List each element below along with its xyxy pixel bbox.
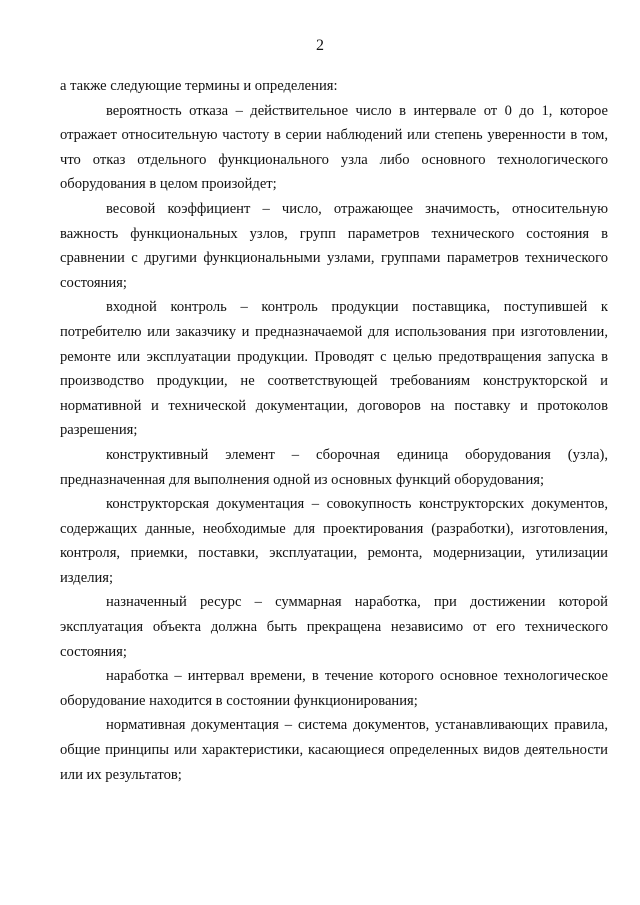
definition-design-documentation: конструкторская документация – совокупность конструкторских документов, содержащих данные, необходимые для проектирования (разработки), изготовления, контроля, приемки, поставки, эксплуатации, ремонта, модернизации, утилизации изделия; (60, 496, 608, 586)
definition-operating-time: наработка – интервал времени, в течение которого основное технологическое оборудование находится в состоянии функционирования; (60, 668, 608, 709)
definition-normative-documentation: нормативная документация – система документов, устанавливающих правила, общие принципы или характеристики, касающиеся определенных видов деятельности или их результатов; (60, 717, 608, 783)
definition-structural-element: конструктивный элемент – сборочная единица оборудования (узла), предназначенная для выполнения одной из основных функций оборудования; (60, 446, 608, 488)
definition-incoming-inspection: входной контроль – контроль продукции поставщика, поступившей к потребителю или заказчику и предназначаемой для использования при изготовлении, ремонте или эксплуатации продукции. Проводят с целью предотвращения запуска в производство продукции, не соответствующей требованиям конструкторской и нормативной и технической документации, договоров на поставку и протоколов разрешения; (60, 299, 608, 439)
definition-probability-of-failure: вероятность отказа – действительное число в интервале от 0 до 1, которое отражает относительную частоту в серии наблюдений или степень уверенности в том, что отказ отдельного функционального узла либо основного технологического оборудования в целом произойдет; (60, 102, 608, 193)
page-number: 2 (316, 37, 324, 54)
intro-text: а также следующие термины и определения: (60, 78, 338, 94)
definition-assigned-resource: назначенный ресурс – суммарная наработка, при достижении которой эксплуатация объекта должна быть прекращена независимо от его технического состояния; (60, 594, 608, 660)
definition-weight-coefficient: весовой коэффициент – число, отражающее значимость, относительную важность функциональных узлов, групп параметров технического состояния в сравнении с другими функциональными узлами, группами параметров технического состояния; (60, 200, 608, 291)
document-body (60, 74, 608, 787)
